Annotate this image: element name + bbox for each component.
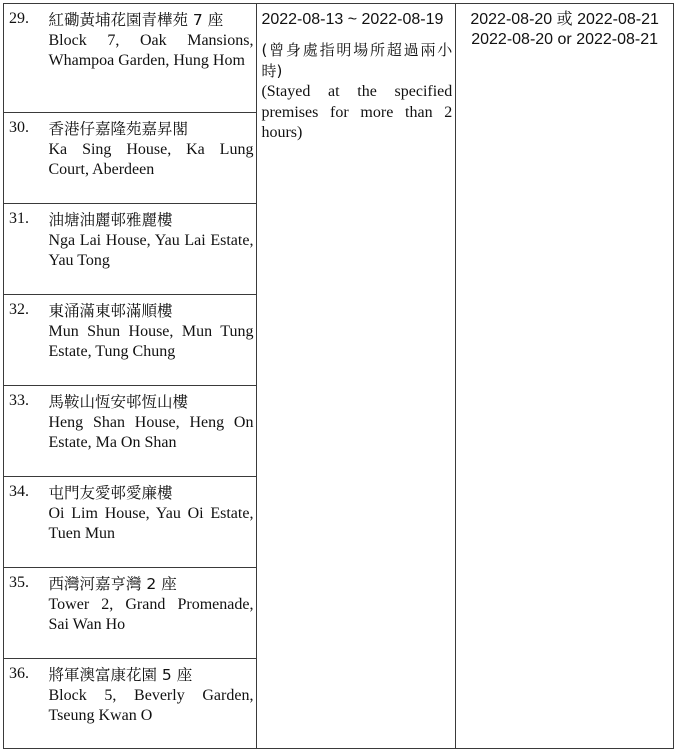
entry-number: 36.: [4, 659, 45, 749]
entry-number: 31.: [4, 204, 45, 295]
premises-name-en: Block 7, Oak Mansions, Whampoa Garden, Hung Hom: [48, 31, 254, 69]
table-row: [4, 4, 674, 113]
test-dates-zh: 2022-08-20 或 2022-08-21: [470, 11, 659, 28]
premises-name-en: Oi Lim House, Yau Oi Estate, Tuen Mun: [48, 504, 254, 542]
entry-number: 33.: [4, 386, 45, 477]
premises-name-en: Block 5, Beverly Garden, Tseung Kwan O: [48, 686, 254, 724]
premises-name-zh: 馬鞍山恆安邨恆山樓: [48, 393, 189, 411]
premises-name: [45, 477, 257, 568]
premises-name: [45, 659, 257, 749]
premises-name: [45, 113, 257, 204]
premises-name-zh: 香港仔嘉隆苑嘉昇閣: [48, 120, 189, 138]
premises-name: [45, 568, 257, 659]
premises-table: [3, 3, 674, 749]
premises-name-en: Mun Shun House, Mun Tung Estate, Tung Chung: [48, 322, 254, 360]
premises-name-zh: 紅磡黃埔花園青樺苑 7 座: [48, 11, 224, 29]
premises-name-zh: 西灣河嘉亨灣 2 座: [48, 575, 177, 593]
premises-name-en: Ka Sing House, Ka Lung Court, Aberdeen: [48, 140, 254, 178]
entry-number: 30.: [4, 113, 45, 204]
premises-name: [45, 4, 257, 113]
entry-number: 35.: [4, 568, 45, 659]
premises-name-zh: 將軍澳富康花園 5 座: [48, 666, 193, 684]
premises-name: [45, 386, 257, 477]
premises-name: [45, 204, 257, 295]
entry-number: 32.: [4, 295, 45, 386]
premises-name-en: Tower 2, Grand Promenade, Sai Wan Ho: [48, 595, 254, 633]
entry-number: 34.: [4, 477, 45, 568]
premises-name: [45, 295, 257, 386]
date-cell: [257, 4, 456, 749]
premises-name-zh: 屯門友愛邨愛廉樓: [48, 484, 173, 502]
premises-name-en: Nga Lai House, Yau Lai Estate, Yau Tong: [48, 231, 254, 269]
premises-name-zh: 東涌滿東邨滿順樓: [48, 302, 173, 320]
premises-name-zh: 油塘油麗邨雅麗樓: [48, 211, 173, 229]
stay-note-zh: (曾身處指明場所超過兩小時): [261, 41, 453, 80]
premises-name-en: Heng Shan House, Heng On Estate, Ma On Shan: [48, 413, 254, 451]
test-date-cell: [456, 4, 674, 749]
date-range: 2022-08-13 ~ 2022-08-19: [261, 11, 444, 28]
test-dates-en: 2022-08-20 or 2022-08-21: [471, 31, 659, 48]
entry-number: 29.: [4, 4, 45, 113]
stay-note-en: (Stayed at the specified premises for more than 2 hours): [261, 83, 453, 141]
